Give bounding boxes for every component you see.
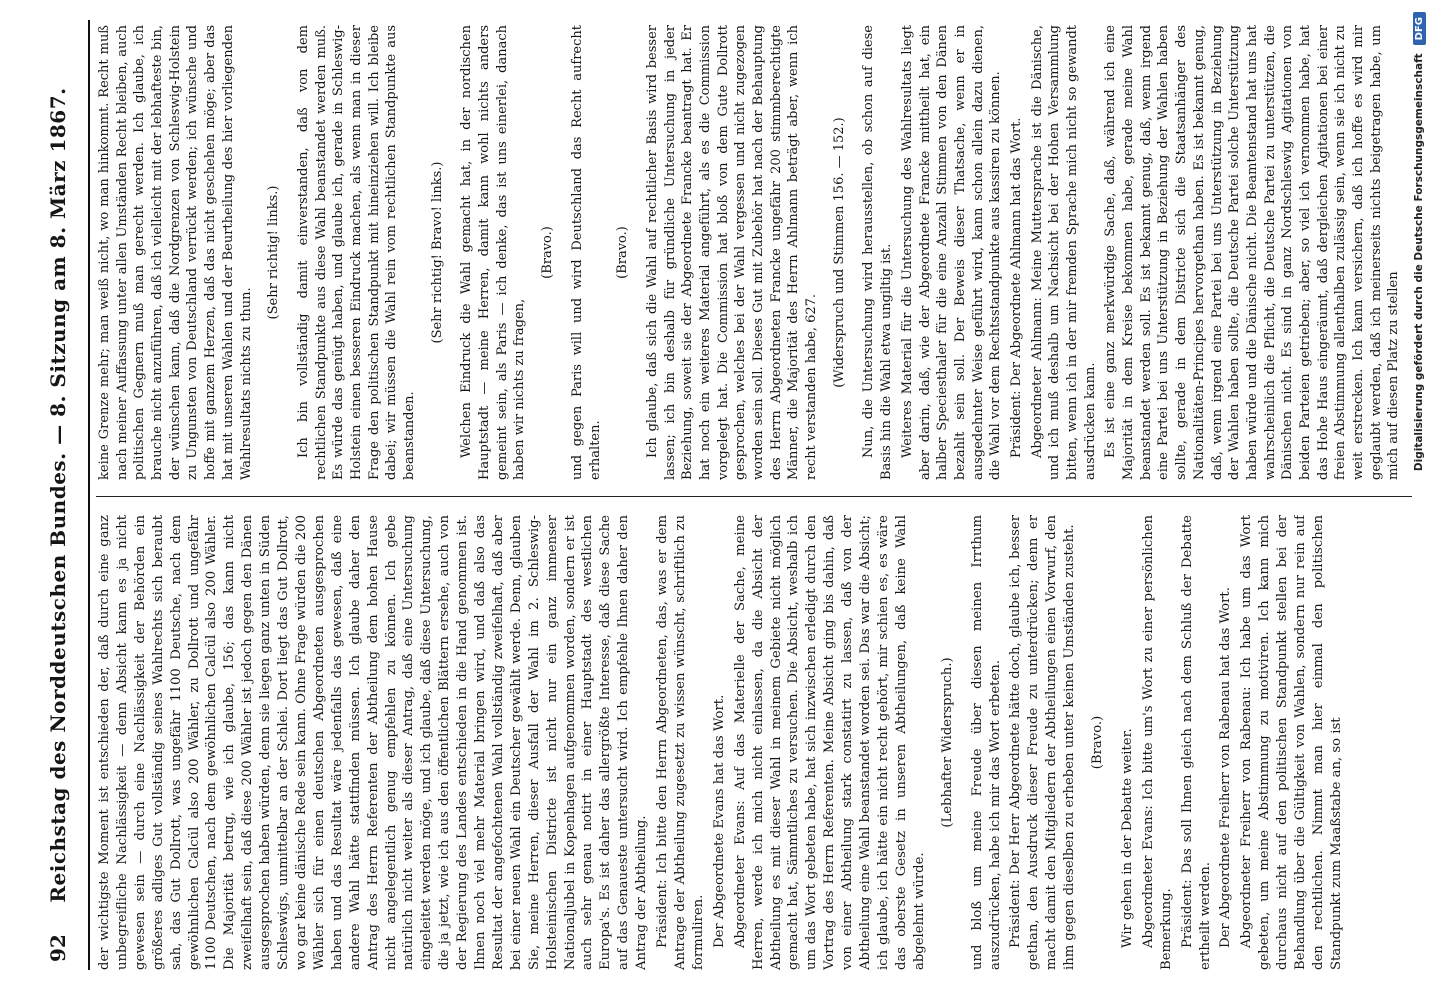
dfg-logo: DFG [1413, 12, 1426, 45]
interjection: (Bravo.) [1090, 715, 1106, 770]
interjection: (Bravo.) [540, 226, 556, 279]
interjection: (Bravo.) [615, 226, 631, 279]
paragraph: Der Abgeordnete Freiherr von Rabenau hat das Wort. [1218, 587, 1234, 948]
running-title: Reichstag des Norddeutschen Bundes. — 8. Sitzung am 8. März 1867. [46, 87, 70, 903]
paragraph: Präsident: Das soll Ihnen gleich nach dem Schluß der Debatte ertheilt werden. [1179, 515, 1213, 970]
paragraph: Der Abgeordnete Evans hat das Wort. [711, 694, 727, 948]
paragraph: Abgeordneter Evans: Auf das Materielle der Sache, meine Herren, werde ich mich nicht einlassen, da die Absicht der Abtheilung es mit dieser Wahl in meinem Gebiete nicht möglich gemacht hat, Sämmtliches zu versuchen. Die Absicht, weshalb ich um das Wort gebeten habe, hat sich inzwischen erledigt durch den Vortrag des Herrn Referenten. Meine Absicht ging bis dahin, daß von einer Abtheilung stark constatirt zu lassen, daß von der Abtheilung eine Wahl beanstandet worden sei. Das war die Absicht; ich glaube, ich hätte ein nicht recht gehört, mir schien es, es wäre das oberste Gesetz in unseren Abtheilungen, daß keine Wahl abgelehnt würde. [732, 515, 927, 970]
paragraph: Präsident: Der Abgeordnete Ahlmann hat das Wort. [1008, 117, 1024, 458]
page-number: 92 [46, 934, 70, 962]
paragraph: Nun, die Untersuchung wird herausstellen, ob schon auf diese Basis hin die Wahl etwa ungiltig ist. [861, 25, 895, 480]
left-text-column [96, 515, 1412, 970]
paragraph: Wir gehen in der Debatte weiter. [1119, 728, 1135, 948]
paragraph: der wichtigste Moment ist entschieden der, daß durch eine ganz unbegreifliche Nachlässigkeit — denn Absicht kann es ja nicht gewesen sein — durch eine Nachlässigkeit der Behörden ein größeres adliges Gut vollständig seines Wahlrechts sich beraubt sah, das Gut Dollrott, was ungefähr 1100 Deutsche, nach dem gewöhnlichen Calcül also 200 Wähler, zu Dollrott und ungefähr 1100 Deutschen, nach dem gewöhnlichen Calcül also 200 Wähler. Die Majorität betrug, wie ich glaube, 156; das kann nicht zweifelhaft sein, daß diese 200 Wähler ist jedoch gegen den Dänen ausgesprochen haben würden, denn sie liegen ganz unten in Süden Schleswigs, unmittelbar an der Schlei. Dort liegt das Gut Dollrott, wo gar keine dänische Rede sein kann. Ohne Frage würden die 200 Wähler sich für einen deutschen Abgeordneten ausgesprochen haben und das Resultat wäre jedenfalls das gewesen, daß eine andere Wahl hätte stattfinden müssen. Ich glaube daher den Antrag des Herrn Referenten der Abtheilung dem hohen Hause nicht angelegentlich genug empfehlen zu können. Ich gebe natürlich nicht weiter als dieser Antrag, daß eine Untersuchung eingeleitet werden möge, und ich glaube, daß diese Untersuchung, die ja jetzt, wie ich aus den öffentlichen Blättern ersehe, auch von der Regierung des Landes entschieden in die Hand genommen ist. Ihnen noch viel mehr Material bringen wird, und daß also das Resultat der angefochtenen Wahl vollständig zweifelhaft, daß aber bei einer neuen Wahl ein Deutscher gewählt werde. Denn, glauben Sie, meine Herren, dieser Ausfall der Wahl im 2. Schleswig-Holsteinischen Districte ist nicht nur ein ganz immenser Nationaljubel in Kopenhagen aufgenommen worden, sondern er ist auch sehr genau notirt in einer Hauptstadt des westlichen Europa's. Es ist daher das allergrößte Interesse, daß diese Sache auf das Genaueste untersucht wird. Ich empfehle Ihnen daher den Antrag der Abtheilung. [97, 515, 650, 970]
paragraph: Präsident: Ich bitte den Herrn Abgeordneten, das, was er dem Antrage der Abtheilung zugesetzt zu wissen wünscht, schriftlich zu formuliren. [655, 515, 706, 970]
paragraph: Weiteres Material für die Untersuchung des Wahlresultats liegt aber darin, daß, wie der Abgeordnete Francke mittheilt hat, ein halber Speciesthaler für die eine Anzahl Stimmen von den Dänen bezahlt sein soll. Der Beweis dieser Thatsache, wenn er in ausgedehnter Weise geführt wird, kann schon allein dazu dienen, die Wahl vor dem Rechtsstandpunkte aus kassiren zu können. [899, 25, 1004, 480]
paragraph: und bloß um meine Freude über diesen meinen Irrthum auszudrücken, habe ich mir das Wort erbeten. [969, 515, 1003, 970]
digitization-credit-strip [1406, 0, 1432, 1000]
paragraph: Abgeordneter Evans: Ich bitte um's Wort zu einer persönlichen Bemerkung. [1140, 515, 1174, 970]
digitization-credit: Digitalisierung gefördert durch die Deutsche Forschungsgemeinschaft [1413, 53, 1425, 472]
running-header [40, 20, 90, 970]
paragraph: Es ist eine ganz merkwürdige Sache, daß, während ich eine Majorität in dem Kreise bekommen habe, gerade meine Wahl beanstandet werden soll. Es ist bekannt genug, daß, wenn irgend eine Partei bei uns Unterstützung in Beziehung der Wahlen haben sollte, gerade in dem Districte sich die Staatsanhänger des Nationalitäten-Principes hervorgethan haben. Es ist bekannt genug, daß, wenn irgend eine Partei bei uns Unterstützung in Beziehung der Wahlen haben sollte, die Deutsche Partei solche Unterstützung haben würde und die Dänische nicht. Die Beamtenstand hat uns hat wahrscheinlich die Pflicht, die Deutsche Partei zu unterstützen, die Dänischen nicht. Es sind in ganz Nordschleswig Agitationen von beiden Parteien getrieben; aber, so viel ich vernommen habe, hat das Hohe Haus eingeräumt, daß dergleichen Agitationen bei einer freien Abstimmung allenthalben zulässig sein, wenn sie ich nicht zu weit erstrecken. Ich kann versichern, daß ich hoffe es wird mir geglaubt werden, daß ich meinerseits nichts beigetragen habe, um mich auf diesen Platz zu stellen [1103, 25, 1402, 480]
column-divider [96, 496, 1412, 497]
paragraph: Präsident: Der Herr Abgeordnete hätte doch, glaube ich, besser gethan, den Ausdruck dieser Freude zu unterdrücken; denn er macht damit den Mitgliedern der Abtheilungen einen Vorwurf, den ihm gegen dieselben zu erheben unter keinen Umständen zusteht. [1008, 515, 1078, 970]
paragraph: Ich glaube, daß sich die Wahl auf rechtlicher Basis wird besser lassen; ich bin deshalb für gründliche Untersuchung in jeder Beziehung, soweit sie der Abgeordnete Francke beantragt hat. Er hat noch ein weiteres Material angeführt, als es die Commission vorgelegt hat. Die Commission hat bloß von dem Gute Dollrott gesprochen, welches bei der Wahl vergessen und nicht zugezogen worden sein soll. Dieses Gut mit Zubehör hat nach der Behauptung des Herrn Abgeordneten Francke ungefähr 200 stimmberechtigte Männer, die Majorität des Herrn Ahlmann beträgt aber, wenn ich recht verstanden habe, 627. [644, 25, 820, 480]
paragraph: Abgeordneter Ahlmann: Meine Muttersprache ist die Dänische, und ich muß deshalb um Nachsicht bei der Hohen Versammlung bitten, wenn ich in der mir fremden Sprache mich nicht so gewandt ausdrücken kann. [1029, 25, 1098, 480]
paragraph: keine Grenze mehr; man weiß nicht, wo man hinkommt. Recht muß nach meiner Auffassung unter allen Umständen Recht bleiben, auch politischen Gegnern muß man gerecht werden. Ich glaube, ich brauche nicht anzuführen, daß ich vielleicht mit der lebhafteste bin, der wünschen kann, daß die Nordgrenzen von Schleswig-Holstein zu Ungunsten von Deutschland verrückt werden; ich wünsche und hoffe mit ganzem Herzen, daß das nicht geschehen möge; aber das hat mit unseren Wahlen und der Beurtheilung des hier vorliegenden Wahlresultats nichts zu thun. [97, 25, 254, 480]
interjection: (Widerspruch und Stimmen 156. — 152.) [831, 117, 847, 388]
interjection: (Sehr richtig! Bravo! links.) [429, 161, 445, 344]
paragraph: Ich bin vollständig damit einverstanden, daß von dem rechtlichen Standpunkte aus diese Wahl beanstandet werden muß. Es würde das genügt haben, und glaube ich, gerade in Schleswig-Holstein einen besseren Eindruck machen, als wenn man in dieser Frage den politischen Standpunkt mit hineinziehen will. Ich bleibe dabei; wir müssen die Wahl rein vom rechtlichen Standpunkte aus beanstanden. [295, 25, 417, 480]
interjection: (Lebhafter Widerspruch.) [939, 657, 955, 828]
right-text-column [96, 25, 1412, 480]
paragraph: Welchen Eindruck die Wahl gemacht hat, in der nordischen Hauptstadt — meine Herren, damit kann wohl nichts anders gemeint sein, als Paris — ich denke, das ist uns einerlei, danach haben wir nichts zu fragen, [459, 25, 528, 480]
interjection: (Sehr richtig! links.) [266, 185, 282, 320]
paragraph: und gegen Paris will und wird Deutschland das Recht aufrecht erhalten. [569, 25, 603, 480]
paragraph: Abgeordneter Freiherr von Rabenau: Ich habe um das Wort gebeten, um meine Abstimmung zu motiviren. Ich kann mich durchaus nicht auf den politischen Standpunkt stellen bei der Behandlung über die Gültigkeit von Wahlen, sondern nur rein auf den rechtlichen. Nimmt man hier einmal den politischen Standpunkt zum Maaßstabe an, so ist [1239, 515, 1344, 970]
